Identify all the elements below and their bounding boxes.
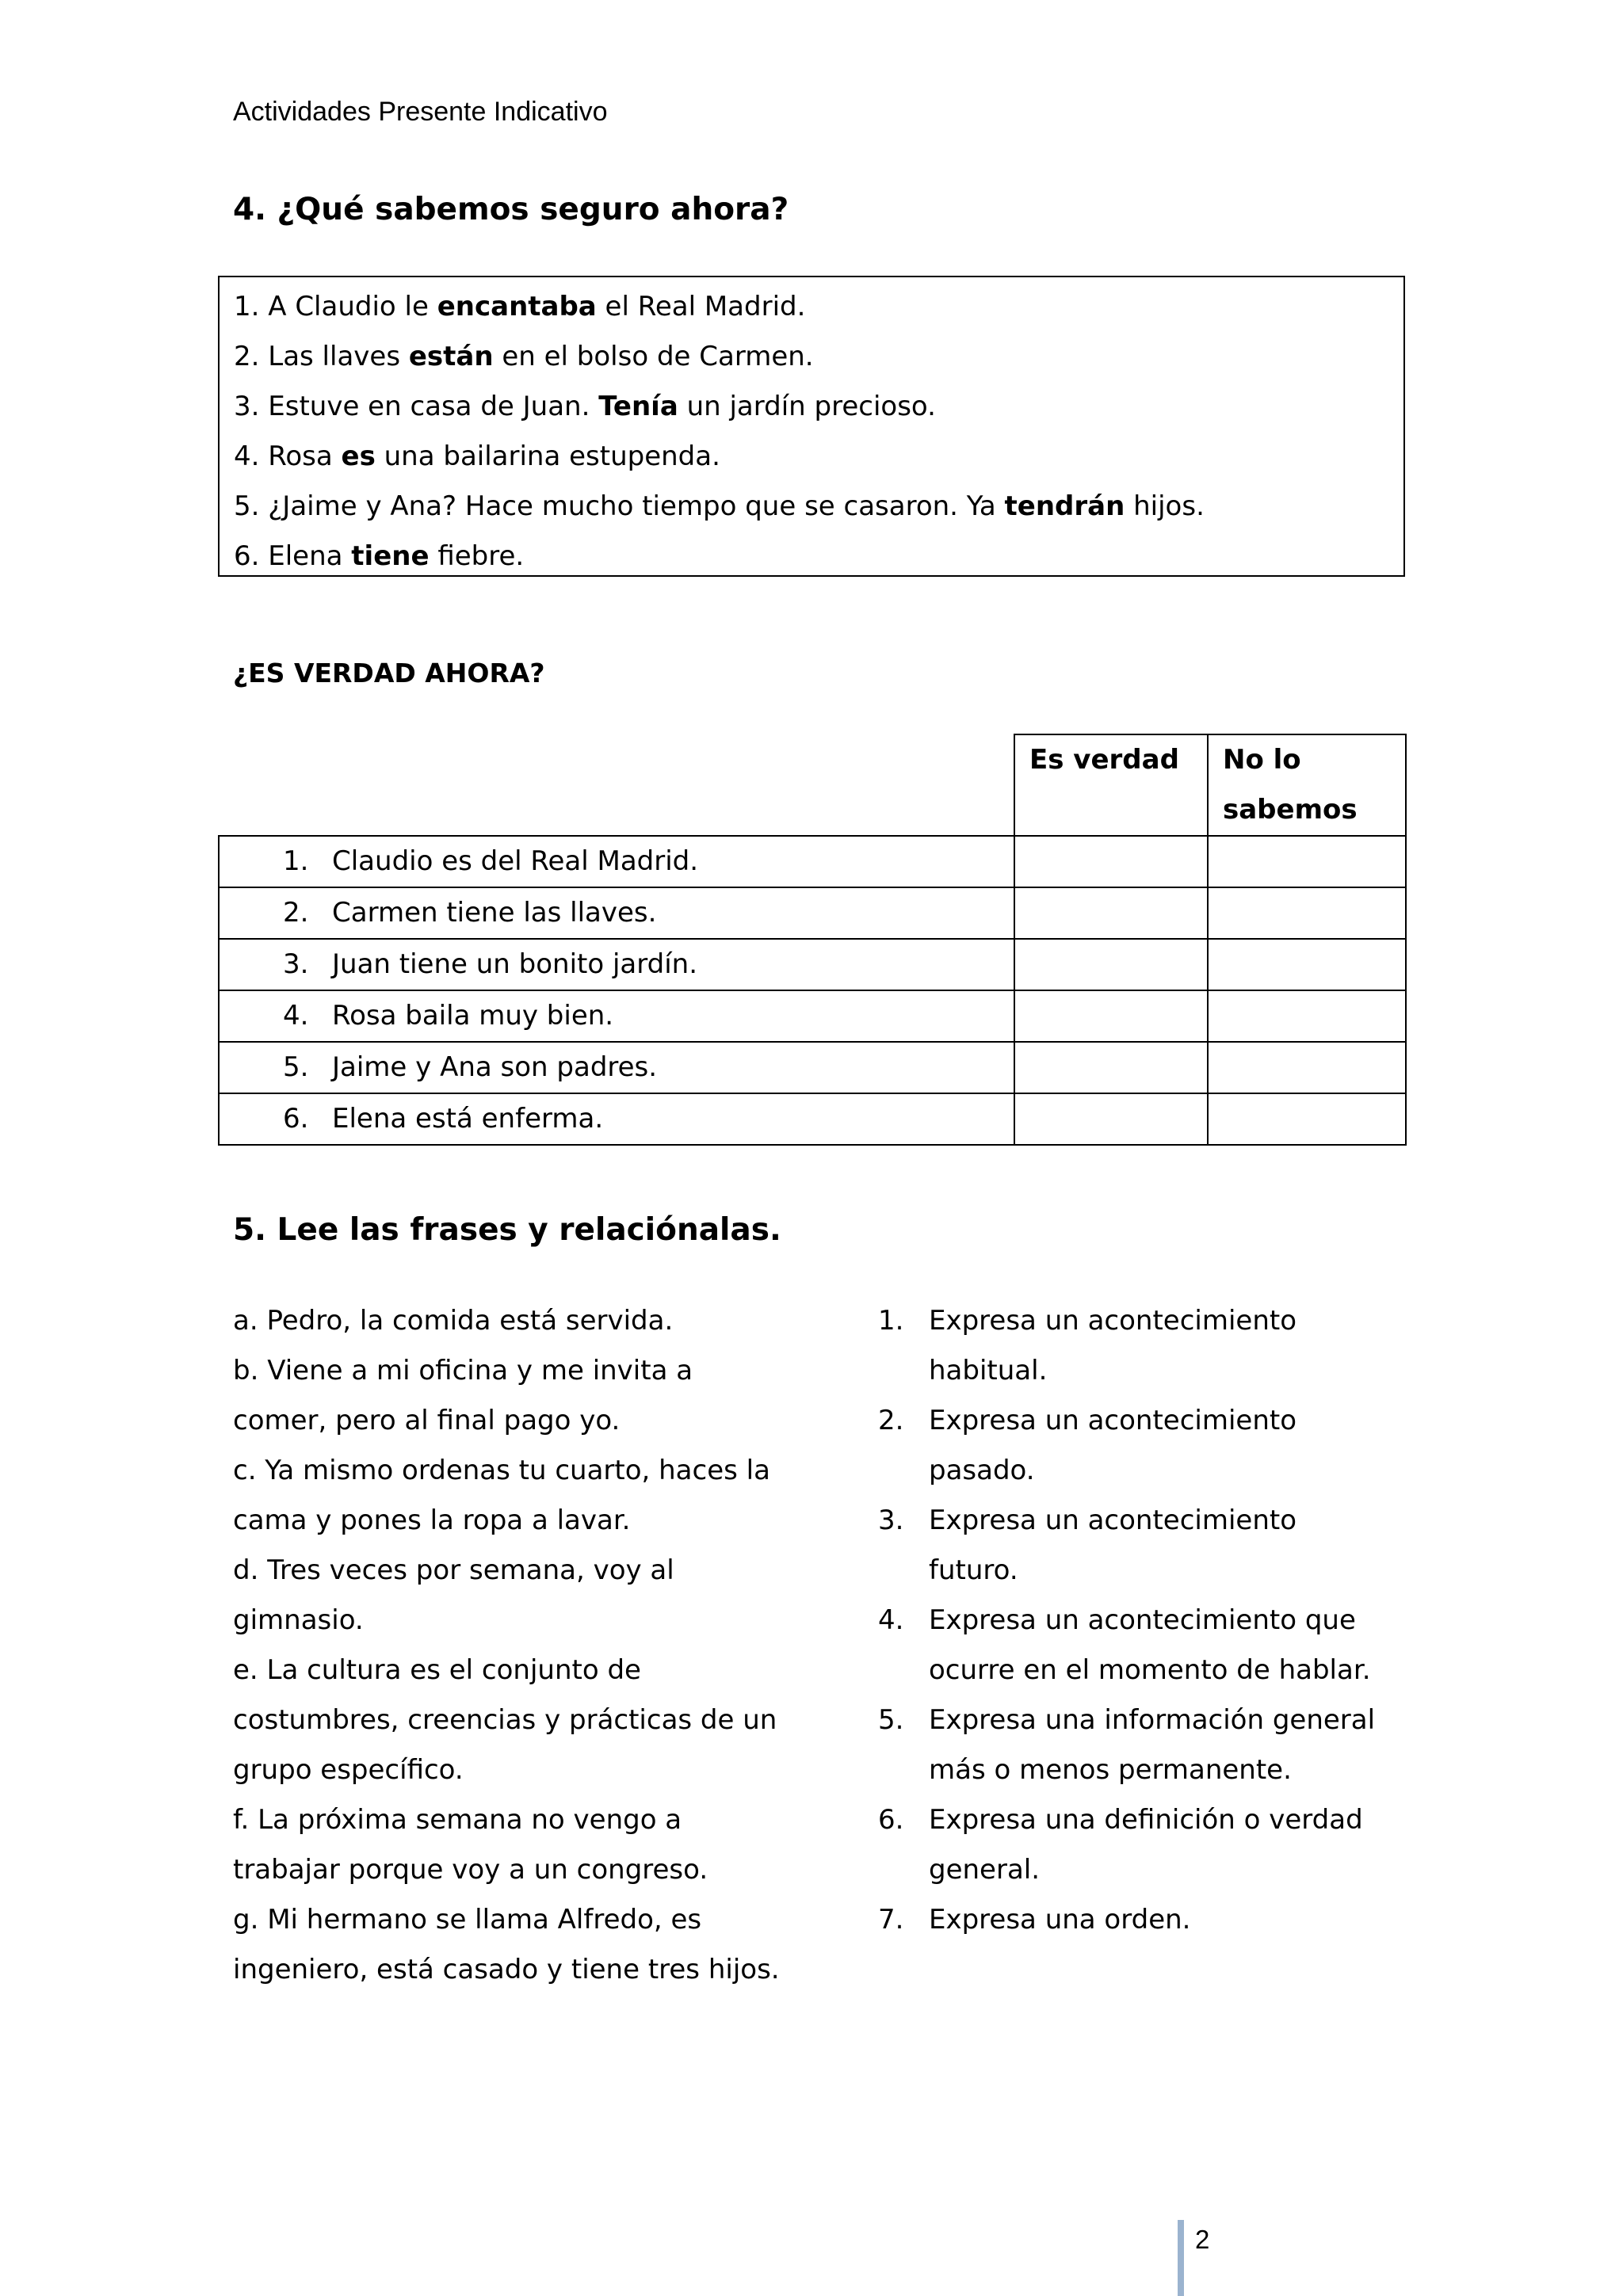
no-lo-sabemos-answer-cell[interactable] [1208,939,1406,990]
section-4-title: 4. ¿Qué sabemos seguro ahora? [233,192,789,227]
blank-header-cell [219,734,1014,836]
box-line: 3. Estuve en casa de Juan. Tenía un jardín precioso. [234,391,936,422]
sentence-line: cama y pones la ropa a lavar. [233,1505,631,1536]
section-5-title: 5. Lee las frases y relaciónalas. [233,1212,781,1248]
sentence-line: c. Ya mismo ordenas tu cuarto, haces la [233,1455,770,1486]
table-row [219,1093,1406,1145]
sentence-line: f. La próxima semana no vengo a [233,1804,682,1836]
es-verdad-answer-cell[interactable] [1014,1042,1208,1093]
list-item: 4. Expresa un acontecimiento que ocurre en el momento de hablar. [878,1604,1371,1686]
box-line: 6. Elena tiene fiebre. [234,540,525,572]
es-verdad-answer-cell[interactable] [1014,1093,1208,1145]
table-row [219,887,1406,939]
table-header-row [219,734,1406,836]
es-verdad-answer-cell[interactable] [1014,939,1208,990]
statement-cell: 5. Jaime y Ana son padres. [219,1042,1014,1093]
list-item: 2. Expresa un acontecimiento pasado. [878,1405,1297,1486]
sentence-line: ingeniero, está casado y tiene tres hijos. [233,1954,780,1985]
box-line: 4. Rosa es una bailarina estupenda. [234,441,720,472]
functions-list [878,1296,1417,1945]
sentence-line: b. Viene a mi oficina y me invita a [233,1355,693,1386]
sentence-line: gimnasio. [233,1604,364,1636]
column-header-no-lo-sabemos: No lo sabemos [1208,734,1406,836]
verdad-subheading: ¿ES VERDAD AHORA? [233,658,545,688]
box-line: 2. Las llaves están en el bolso de Carmen. [234,341,814,372]
box-line: 1. A Claudio le encantaba el Real Madrid. [234,291,806,322]
no-lo-sabemos-answer-cell[interactable] [1208,887,1406,939]
sentence-line: a. Pedro, la comida está servida. [233,1305,674,1337]
table-row [219,836,1406,887]
page-header: Actividades Presente Indicativo [233,97,608,127]
sentences-box [218,276,1405,577]
table-row [219,939,1406,990]
list-item: 5. Expresa una información general más o menos permanente. [878,1704,1376,1786]
statement-cell: 1. Claudio es del Real Madrid. [219,836,1014,887]
sentence-line: trabajar porque voy a un congreso. [233,1854,708,1886]
box-line: 5. ¿Jaime y Ana? Hace mucho tiempo que se casaron. Ya tendrán hijos. [234,490,1205,522]
list-item: 3. Expresa un acontecimiento futuro. [878,1505,1297,1586]
es-verdad-answer-cell[interactable] [1014,887,1208,939]
statement-cell: 3. Juan tiene un bonito jardín. [219,939,1014,990]
table-row [219,990,1406,1042]
no-lo-sabemos-answer-cell[interactable] [1208,836,1406,887]
sentence-line: e. La cultura es el conjunto de [233,1654,641,1686]
list-item: 7. Expresa una orden. [878,1904,1191,1936]
statement-cell: 2. Carmen tiene las llaves. [219,887,1014,939]
verdad-table [218,734,1407,1146]
no-lo-sabemos-answer-cell[interactable] [1208,1042,1406,1093]
list-item: 6. Expresa una definición o verdad general. [878,1804,1363,1886]
sentences-column [233,1296,835,1995]
sentence-line: costumbres, creencias y prácticas de un [233,1704,777,1736]
sentence-line: g. Mi hermano se llama Alfredo, es [233,1904,702,1936]
no-lo-sabemos-answer-cell[interactable] [1208,1093,1406,1145]
statement-cell: 6. Elena está enferma. [219,1093,1014,1145]
list-item: 1. Expresa un acontecimiento habitual. [878,1305,1297,1386]
statement-cell: 4. Rosa baila muy bien. [219,990,1014,1042]
sentence-line: comer, pero al final pago yo. [233,1405,621,1436]
column-header-es-verdad: Es verdad [1014,734,1208,836]
table-row [219,1042,1406,1093]
es-verdad-answer-cell[interactable] [1014,990,1208,1042]
page-number: 2 [1195,2225,1210,2254]
footer-accent-bar [1178,2220,1184,2296]
no-lo-sabemos-answer-cell[interactable] [1208,990,1406,1042]
sentence-line: grupo específico. [233,1754,464,1786]
es-verdad-answer-cell[interactable] [1014,836,1208,887]
sentence-line: d. Tres veces por semana, voy al [233,1554,674,1586]
